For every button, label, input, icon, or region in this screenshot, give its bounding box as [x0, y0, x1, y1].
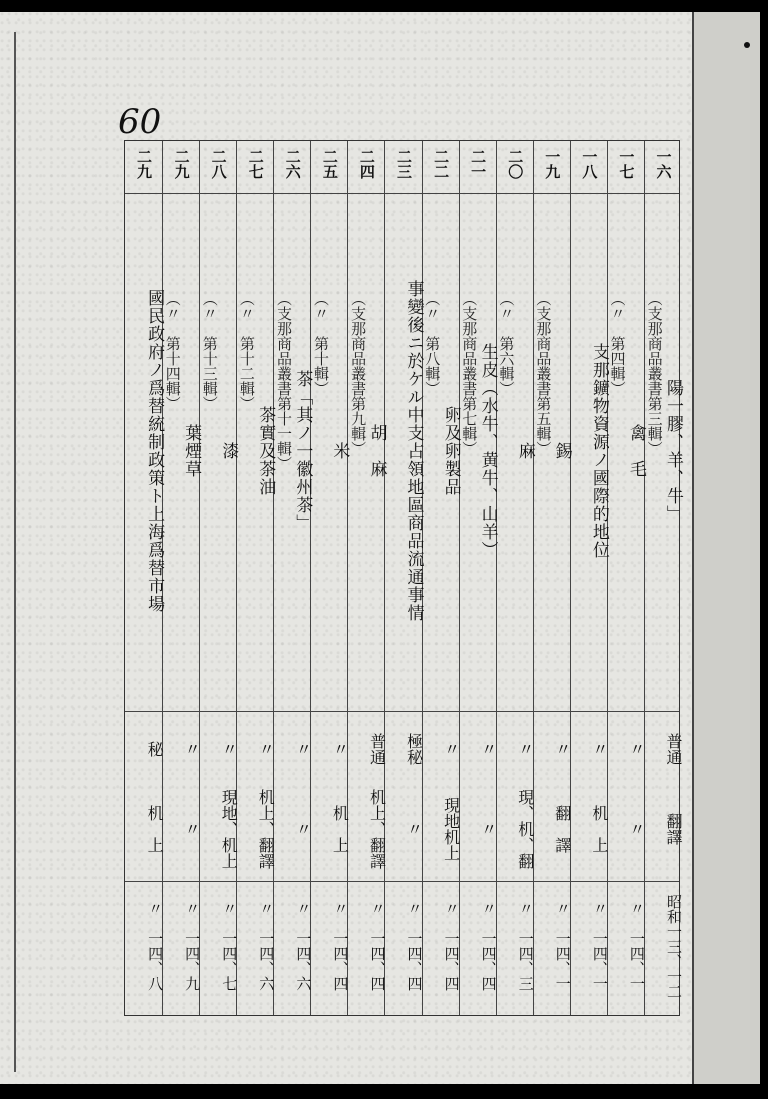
row-title: 漆	[218, 442, 239, 460]
row-title: 卵及卵製品	[440, 406, 461, 496]
row-number: 一九	[543, 149, 562, 179]
table-row	[496, 141, 533, 1015]
row-number: 二九	[135, 149, 154, 179]
row-title: 生皮（水牛、黄牛、山羊）	[477, 343, 498, 559]
row-number: 一八	[580, 149, 599, 179]
row-title: 支那鑛物資源ノ國際的地位	[588, 343, 609, 559]
row-place: 〃	[404, 820, 424, 837]
row-classification: 〃	[626, 740, 646, 757]
row-series-note: （支那商品叢書第五輯）	[534, 291, 553, 456]
row-series-note: （〃 第十輯）	[312, 291, 330, 396]
catalog-table	[124, 140, 683, 1016]
table-row	[422, 141, 459, 1015]
row-number: 一六	[654, 149, 673, 179]
row-number: 二一	[469, 149, 488, 179]
row-number: 二五	[320, 149, 339, 179]
row-place: 翻譯	[663, 812, 683, 845]
row-title: 事變後ニ於ケル中支占領地區商品流通事情	[403, 280, 424, 622]
row-place: 〃	[626, 820, 646, 837]
row-place: 〃	[293, 820, 313, 837]
row-number: 二〇	[506, 149, 525, 179]
table-row	[570, 141, 607, 1015]
row-place: 〃	[182, 820, 202, 837]
row-classification: 極秘	[404, 732, 424, 765]
table-row	[533, 141, 570, 1015]
row-place: 机上、翻譯	[256, 788, 276, 869]
table-row	[125, 141, 165, 1015]
row-place: 現地机上	[441, 796, 461, 861]
row-place: 机 上	[589, 804, 609, 853]
document-page	[0, 12, 758, 1084]
row-classification: 〃	[441, 740, 461, 757]
row-classification: 〃	[478, 740, 498, 757]
row-date: 〃 一四、四	[479, 901, 498, 991]
row-classification: 〃	[330, 740, 350, 757]
row-date: 〃 一四、一	[627, 901, 646, 991]
table-row	[273, 141, 313, 1015]
row-title: 米	[329, 442, 350, 460]
row-classification: 秘	[145, 740, 165, 757]
row-series-note: （〃 第十四輯）	[163, 291, 182, 411]
row-date: 〃 一四、八	[146, 901, 165, 991]
row-title: 胡 麻	[366, 424, 387, 478]
row-number: 二六	[283, 149, 302, 179]
ink-mark	[744, 42, 750, 48]
table-row	[459, 141, 496, 1015]
row-classification: 〃	[182, 740, 202, 757]
row-series-note: （〃 第八輯）	[423, 291, 442, 396]
row-classification: 〃	[293, 740, 313, 757]
row-title: 國民政府ノ爲替統制政策ト上海爲替市場	[144, 289, 165, 613]
row-date: 〃 一四、六	[294, 901, 313, 991]
row-place: 現地、机上	[219, 788, 239, 869]
row-classification: 普通	[663, 732, 683, 765]
row-place: 机 上	[330, 804, 350, 853]
row-number: 二四	[357, 149, 376, 179]
table-row	[162, 141, 202, 1015]
table-row	[607, 141, 644, 1015]
row-date: 〃 一四、九	[183, 901, 202, 991]
row-date: 〃 一四、一	[553, 901, 572, 991]
row-number: 二七	[246, 149, 265, 179]
table-row	[199, 141, 239, 1015]
row-series-note: （〃 第十三輯）	[200, 291, 219, 411]
row-series-note: （支那商品叢書第九輯）	[349, 291, 368, 456]
row-number: 二八	[209, 149, 228, 179]
table-row	[384, 141, 424, 1015]
row-series-note: （〃 第十二輯）	[237, 291, 256, 411]
row-date: 〃 一四、三	[516, 901, 535, 991]
row-title: 茶實及茶油	[255, 406, 276, 496]
row-date: 〃 一四、四	[368, 901, 387, 991]
row-date: 〃 一四、四	[442, 901, 461, 991]
row-place: 〃	[478, 820, 498, 837]
row-number: 二九	[172, 149, 191, 179]
page-number: 60	[118, 102, 162, 142]
row-date: 〃 一四、六	[257, 901, 276, 991]
row-series-note: （支那商品叢書第三輯）	[645, 291, 664, 456]
row-number: 一七	[617, 149, 636, 179]
row-series-note: （支那商品叢書第七輯）	[460, 291, 479, 456]
table-row	[236, 141, 276, 1015]
row-classification: 〃	[515, 740, 535, 757]
row-title: 麻	[514, 442, 535, 460]
row-date: 〃 一四、一	[590, 901, 609, 991]
row-place: 翻 譯	[552, 804, 572, 853]
row-place: 現、机、翻	[515, 788, 535, 869]
row-classification: 〃	[589, 740, 609, 757]
table-row	[644, 141, 681, 1015]
row-date: 〃 一四、四	[405, 901, 424, 991]
table-row	[347, 141, 387, 1015]
row-title: 葉煙草	[181, 424, 202, 478]
table-row	[310, 141, 350, 1015]
row-classification: 〃	[219, 740, 239, 757]
page-gutter	[692, 12, 760, 1084]
row-classification: 普通	[367, 732, 387, 765]
row-series-note: （〃 第六輯）	[497, 291, 516, 396]
row-series-note: （支那商品叢書第十一輯）	[274, 291, 293, 471]
row-date: 〃 一四、七	[220, 901, 239, 991]
row-number: 二三	[394, 149, 413, 179]
row-series-note: （〃 第四輯）	[608, 291, 627, 396]
margin-line	[14, 32, 16, 1072]
row-date: 昭和一三、一二	[664, 893, 683, 999]
row-classification: 〃	[552, 740, 572, 757]
row-place: 机 上	[145, 804, 165, 853]
row-title: 禽 毛	[625, 424, 646, 478]
row-classification: 〃	[256, 740, 276, 757]
row-place: 机上、翻譯	[367, 788, 387, 869]
row-number: 二二	[432, 149, 451, 179]
row-title: 錫	[551, 442, 572, 460]
row-title: 茶「其ノ一徽州茶」	[292, 370, 313, 532]
row-date: 〃 一四、四	[331, 901, 350, 991]
row-title: 陽一膠、羊、牛」	[662, 379, 683, 523]
